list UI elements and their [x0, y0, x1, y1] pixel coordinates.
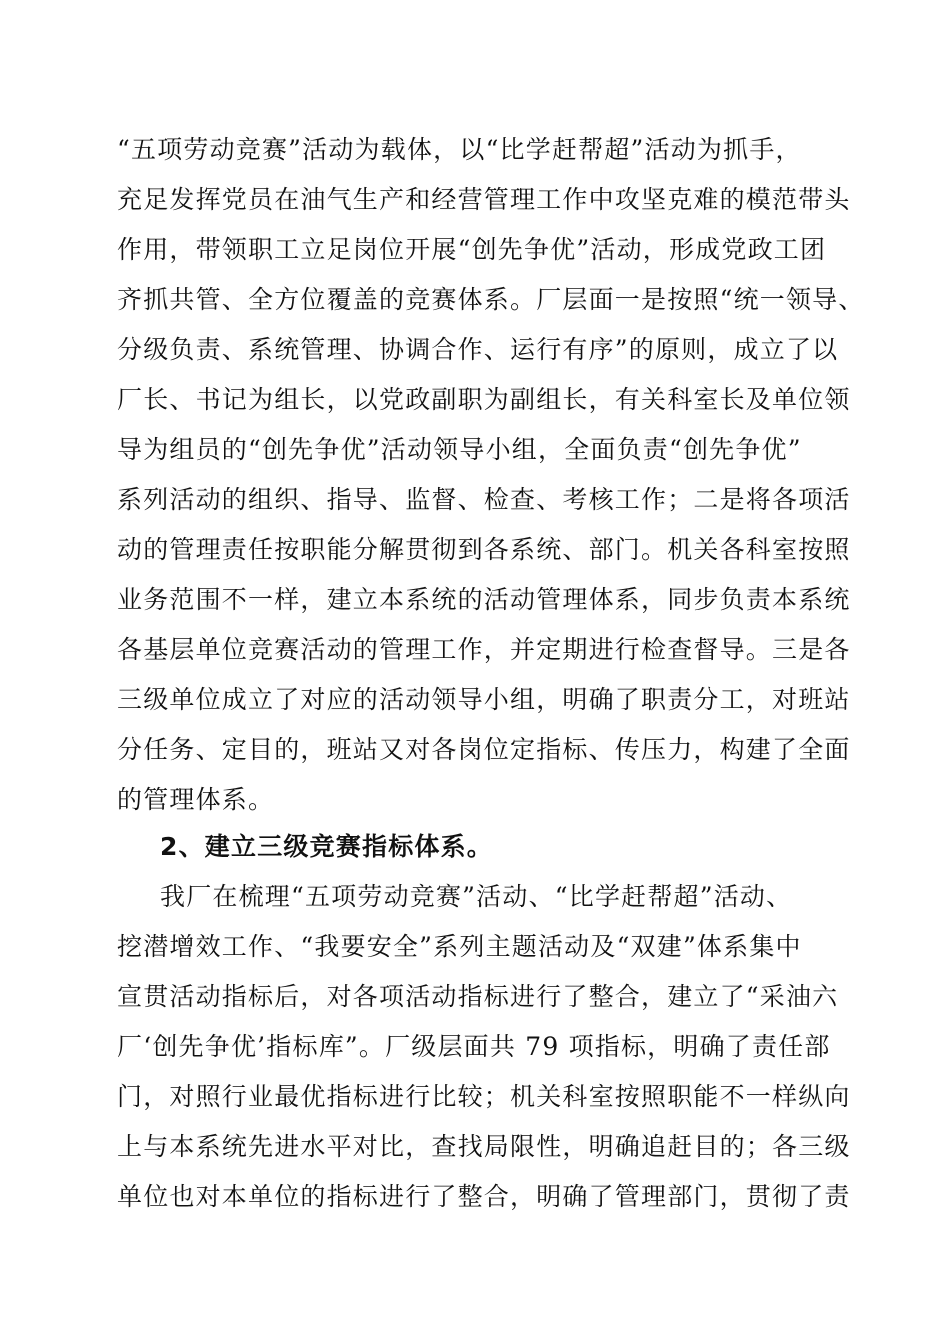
paragraph-line: 各基层单位竞赛活动的管理工作，并定期进行检查督导。三是各: [117, 635, 851, 664]
paragraph-line: 充足发挥党员在油气生产和经营管理工作中攻坚克难的模范带头: [117, 185, 851, 214]
paragraph-line: 厂长、书记为组长，以党政副职为副组长，有关科室长及单位领: [117, 385, 851, 414]
paragraph-line: 分任务、定目的，班站又对各岗位定指标、传压力，构建了全面: [117, 735, 851, 764]
paragraph-line: 宣贯活动指标后，对各项活动指标进行了整合，建立了“采油六: [117, 982, 839, 1011]
paragraph-line: 门，对照行业最优指标进行比较；机关科室按照职能不一样纵向: [117, 1082, 851, 1111]
paragraph-line: 作用，带领职工立足岗位开展“创先争优”活动，形成党政工团: [117, 235, 827, 264]
paragraph-line: 三级单位成立了对应的活动领导小组，明确了职责分工，对班站: [117, 685, 851, 714]
paragraph-line: 系列活动的组织、指导、监督、检查、考核工作；二是将各项活: [117, 485, 851, 514]
paragraph-line: 分级负责、系统管理、协调合作、运行有序”的原则，成立了以: [117, 335, 839, 364]
paragraph-line: 上与本系统先进水平对比，查找局限性，明确追赶目的；各三级: [117, 1132, 851, 1161]
paragraph-line: 单位也对本单位的指标进行了整合，明确了管理部门，贯彻了责: [117, 1182, 851, 1211]
paragraph-line: 我厂在梳理“五项劳动竞赛”活动、“比学赶帮超”活动、: [160, 882, 793, 911]
paragraph-line: 齐抓共管、全方位覆盖的竞赛体系。厂层面一是按照“统一领导、: [117, 285, 865, 314]
paragraph-line: 业务范围不一样，建立本系统的活动管理体系，同步负责本系统: [117, 585, 851, 614]
paragraph-line: “五项劳动竞赛”活动为载体，以“比学赶帮超”活动为抓手，: [117, 135, 802, 164]
paragraph-line: 的管理体系。: [117, 785, 275, 814]
paragraph-line: 动的管理责任按职能分解贯彻到各系统、部门。机关各科室按照: [117, 535, 851, 564]
section-heading: 2、建立三级竞赛指标体系。: [160, 832, 493, 861]
paragraph-line: 厂‘创先争优’指标库”。厂级层面共 79 项指标，明确了责任部: [117, 1032, 831, 1061]
paragraph-line: 导为组员的“创先争优”活动领导小组，全面负责“创先争优”: [117, 435, 802, 464]
paragraph-line: 挖潜增效工作、“我要安全”系列主题活动及“双建”体系集中: [117, 932, 802, 961]
